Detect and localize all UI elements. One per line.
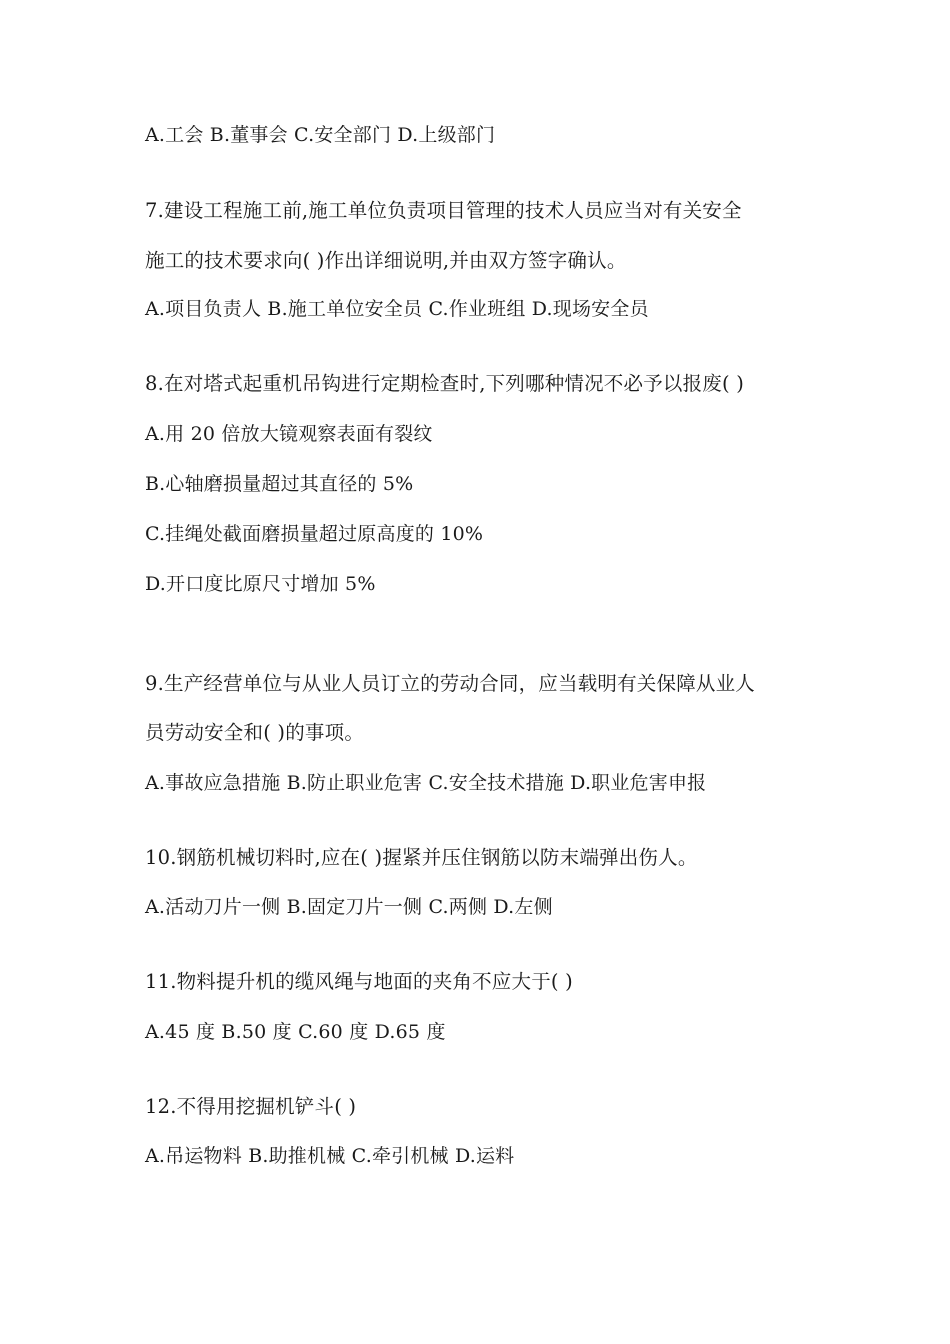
q12-stem: 12.不得用挖掘机铲斗( ): [145, 1095, 357, 1118]
q11-options: A.45 度 B.50 度 C.60 度 D.65 度: [145, 1021, 446, 1043]
q11-stem: 11.物料提升机的缆风绳与地面的夹角不应大于( ): [145, 970, 573, 993]
q6-options: A.工会 B.董事会 C.安全部门 D.上级部门: [145, 124, 496, 146]
q8-option-b: B.心轴磨损量超过其直径的 5%: [145, 473, 414, 495]
q7-options: A.项目负责人 B.施工单位安全员 C.作业班组 D.现场安全员: [145, 298, 649, 320]
q10-options: A.活动刀片一侧 B.固定刀片一侧 C.两侧 D.左侧: [145, 896, 553, 918]
q8-option-a: A.用 20 倍放大镜观察表面有裂纹: [145, 423, 433, 445]
q9-stem-line2: 员劳动安全和( )的事项。: [145, 721, 365, 744]
q8-option-c: C.挂绳处截面磨损量超过原高度的 10%: [145, 523, 484, 545]
q7-stem-line2: 施工的技术要求向( )作出详细说明,并由双方签字确认。: [145, 249, 627, 272]
q9-options: A.事故应急措施 B.防止职业危害 C.安全技术措施 D.职业危害申报: [145, 772, 707, 794]
q8-option-d: D.开口度比原尺寸增加 5%: [145, 573, 376, 595]
q8-stem: 8.在对塔式起重机吊钩进行定期检查时,下列哪种情况不必予以报废( ): [145, 372, 745, 395]
q7-stem-line1: 7.建设工程施工前,施工单位负责项目管理的技术人员应当对有关安全: [145, 199, 742, 222]
q9-stem-line1: 9.生产经营单位与从业人员订立的劳动合同，应当载明有关保障从业人: [145, 672, 756, 695]
q12-options: A.吊运物料 B.助推机械 C.牵引机械 D.运料: [145, 1145, 515, 1167]
q10-stem: 10.钢筋机械切料时,应在( )握紧并压住钢筋以防末端弹出伤人。: [145, 846, 698, 869]
